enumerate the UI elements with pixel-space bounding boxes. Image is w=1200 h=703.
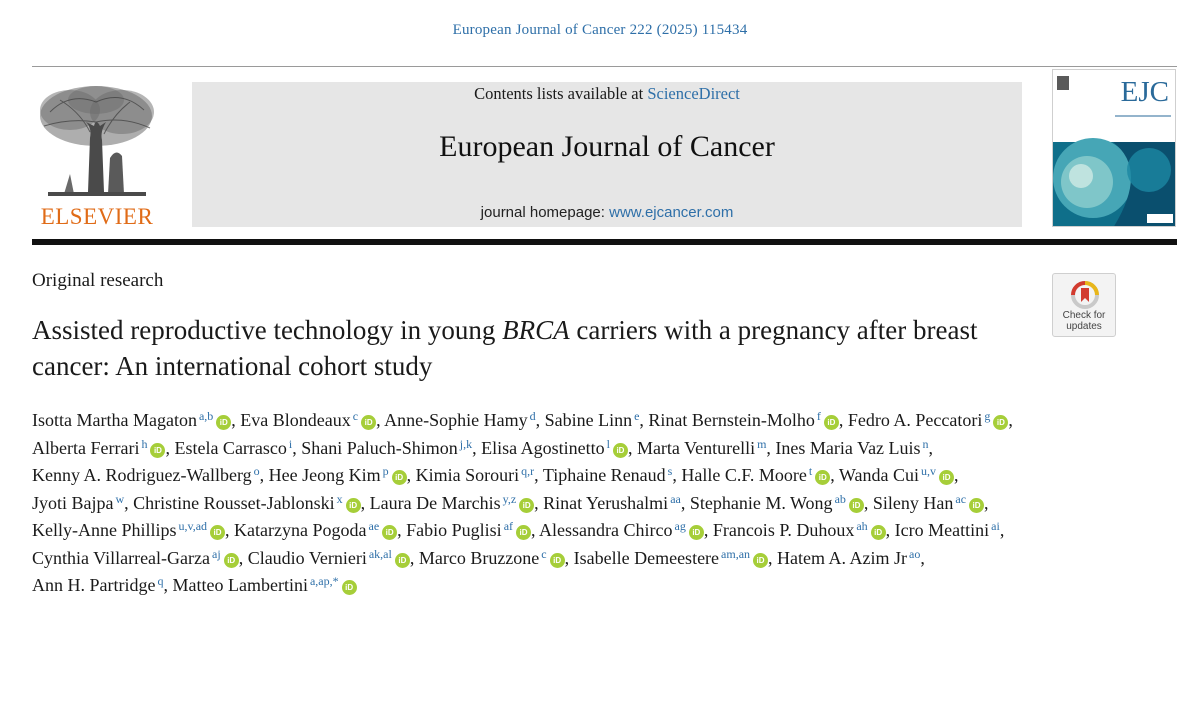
- author-separator: ,: [376, 410, 385, 430]
- homepage-link[interactable]: www.ejcancer.com: [609, 204, 734, 221]
- author-separator: ,: [531, 520, 540, 540]
- author-separator: ,: [409, 547, 419, 568]
- author-entry: [637, 438, 766, 458]
- author-entry: [406, 520, 531, 540]
- author-separator: ,: [124, 492, 134, 513]
- author-name[interactable]: Alberta Ferrari: [32, 437, 140, 458]
- orcid-icon[interactable]: iD: [939, 470, 954, 485]
- title-part-2: carriers with a pregnancy after breast cancer: An international cohort study: [32, 315, 978, 381]
- affiliation-marker[interactable]: af: [503, 519, 514, 533]
- author-separator: ,: [535, 410, 545, 430]
- author-separator: ,: [703, 520, 713, 540]
- author-name[interactable]: Anne-Sophie Hamy: [384, 410, 528, 430]
- author-separator: ,: [406, 465, 416, 485]
- author-separator: ,: [885, 520, 895, 540]
- author-name[interactable]: Christine Rousset-Jablonski: [133, 492, 335, 513]
- affiliation-marker[interactable]: ag: [674, 519, 686, 533]
- orcid-icon[interactable]: iD: [993, 415, 1008, 430]
- author-name[interactable]: Eva Blondeaux: [240, 410, 351, 430]
- affiliation-marker[interactable]: g: [984, 409, 991, 423]
- author-name[interactable]: Matteo Lambertini: [172, 575, 308, 595]
- author-entry: [384, 410, 535, 430]
- author-entry: [839, 465, 954, 485]
- author-name[interactable]: Kimia Sorouri: [415, 465, 520, 485]
- orcid-icon[interactable]: iD: [342, 580, 357, 595]
- author-entry: [301, 438, 472, 458]
- affiliation-marker[interactable]: a,b: [198, 409, 214, 423]
- author-entry: [133, 493, 361, 513]
- journal-citation[interactable]: European Journal of Cancer 222 (2025) 115434: [452, 22, 748, 38]
- orcid-icon[interactable]: iD: [210, 525, 225, 540]
- orcid-icon[interactable]: iD: [516, 525, 531, 540]
- contents-prefix: Contents lists available at: [474, 84, 648, 103]
- author-name[interactable]: Alessandra Chirco: [539, 520, 673, 540]
- author-name[interactable]: Ann H. Partridge: [32, 575, 156, 595]
- affiliation-marker[interactable]: w: [115, 491, 125, 506]
- author-name[interactable]: Tiphaine Renaud: [542, 465, 666, 485]
- affiliation-marker[interactable]: j,k: [459, 436, 473, 451]
- orcid-icon[interactable]: iD: [969, 498, 984, 513]
- author-separator: ,: [766, 437, 776, 458]
- author-name[interactable]: Francois P. Duhoux: [712, 520, 855, 540]
- publisher-name[interactable]: ELSEVIER: [40, 204, 154, 229]
- author-entry: [481, 438, 628, 458]
- author-entry: [775, 438, 928, 458]
- author-entry: [681, 465, 830, 485]
- author-name[interactable]: Estela Carrasco: [174, 437, 287, 458]
- affiliation-marker[interactable]: c: [541, 546, 547, 561]
- affiliation-marker[interactable]: q: [157, 574, 164, 588]
- orcid-icon[interactable]: iD: [361, 415, 376, 430]
- author-entry: [32, 410, 231, 430]
- title-italic: BRCA: [502, 315, 570, 345]
- orcid-icon[interactable]: iD: [550, 553, 565, 568]
- orcid-icon[interactable]: iD: [815, 470, 830, 485]
- author-entry: [574, 548, 768, 568]
- author-entry: [240, 410, 376, 430]
- author-name[interactable]: Laura De Marchis: [369, 492, 501, 513]
- affiliation-marker[interactable]: ai: [991, 519, 1000, 533]
- author-name[interactable]: Claudio Vernieri: [247, 547, 367, 568]
- check-updates-line1: Check for: [1062, 310, 1106, 321]
- author-name[interactable]: Katarzyna Pogoda: [234, 520, 367, 540]
- orcid-icon[interactable]: iD: [216, 415, 231, 430]
- author-name[interactable]: Hatem A. Azim Jr: [777, 547, 908, 568]
- affiliation-marker[interactable]: o: [253, 464, 260, 478]
- author-separator: ,: [639, 410, 649, 430]
- orcid-icon[interactable]: iD: [395, 553, 410, 568]
- author-entry: [539, 520, 704, 540]
- article-type: Original research: [32, 270, 164, 291]
- author-entry: [248, 548, 410, 568]
- author-separator: ,: [838, 410, 848, 430]
- author-name[interactable]: Cynthia Villarreal-Garza: [32, 547, 211, 568]
- author-name[interactable]: Fabio Puglisi: [406, 520, 502, 540]
- author-separator: ,: [397, 520, 407, 540]
- journal-cover-thumbnail[interactable]: [1052, 69, 1176, 227]
- affiliation-marker[interactable]: ae: [368, 519, 380, 533]
- article-title: [32, 312, 1042, 384]
- check-updates-label: [1053, 310, 1115, 332]
- author-separator: ,: [1008, 410, 1013, 430]
- affiliation-marker[interactable]: am,an: [721, 546, 751, 561]
- author-entry: [32, 575, 163, 595]
- author-entry: [172, 575, 356, 595]
- author-separator: ,: [999, 520, 1005, 540]
- author-name[interactable]: Hee Jeong Kim: [268, 465, 381, 485]
- orcid-icon[interactable]: iD: [392, 470, 407, 485]
- orcid-icon[interactable]: iD: [871, 525, 886, 540]
- orcid-icon[interactable]: iD: [519, 498, 534, 513]
- author-separator: ,: [564, 547, 574, 568]
- author-name[interactable]: Rinat Bernstein-Molho: [648, 410, 815, 430]
- affiliation-marker[interactable]: u,v,ad: [178, 519, 208, 533]
- author-entry: [419, 548, 565, 568]
- author-separator: ,: [231, 410, 241, 430]
- author-separator: ,: [534, 465, 543, 485]
- affiliation-marker[interactable]: ak,al: [368, 546, 392, 561]
- author-entry: [873, 493, 984, 513]
- author-separator: ,: [292, 437, 302, 458]
- author-name[interactable]: Halle C.F. Moore: [681, 465, 807, 485]
- author-entry: [32, 493, 124, 513]
- homepage-line: [192, 204, 1022, 221]
- author-separator: ,: [680, 492, 690, 513]
- orcid-icon[interactable]: iD: [849, 498, 864, 513]
- author-entry: [174, 438, 292, 458]
- check-updates-icon: [1070, 280, 1100, 310]
- affiliation-marker[interactable]: m: [757, 436, 767, 451]
- author-separator: ,: [163, 575, 173, 595]
- affiliation-marker[interactable]: x: [336, 491, 343, 506]
- author-name[interactable]: Ines Maria Vaz Luis: [775, 437, 921, 458]
- author-entry: [234, 520, 397, 540]
- author-entry: [32, 465, 260, 485]
- author-name[interactable]: Isotta Martha Magaton: [32, 410, 197, 430]
- author-name[interactable]: Shani Paluch-Shimon: [301, 437, 458, 458]
- orcid-icon[interactable]: iD: [382, 525, 397, 540]
- author-separator: ,: [768, 547, 778, 568]
- author-entry: [690, 493, 864, 513]
- author-separator: ,: [928, 437, 934, 458]
- orcid-icon[interactable]: iD: [824, 415, 839, 430]
- author-separator: ,: [984, 492, 989, 513]
- top-divider: [32, 66, 1177, 67]
- author-name[interactable]: Kelly-Anne Phillips: [32, 520, 177, 540]
- author-entry: [32, 520, 225, 540]
- affiliation-marker[interactable]: ab: [834, 491, 846, 506]
- affiliation-marker[interactable]: p: [382, 464, 389, 478]
- author-separator: ,: [534, 492, 544, 513]
- author-name[interactable]: Marta Venturelli: [636, 437, 756, 458]
- author-entry: [269, 465, 407, 485]
- affiliation-marker[interactable]: ac: [955, 491, 967, 506]
- author-entry: [543, 493, 681, 513]
- affiliation-marker[interactable]: i: [288, 436, 293, 451]
- author-separator: ,: [165, 437, 175, 458]
- affiliation-marker[interactable]: t: [808, 464, 813, 478]
- author-name[interactable]: Stephanie M. Wong: [689, 492, 833, 513]
- author-name[interactable]: Rinat Yerushalmi: [543, 492, 669, 513]
- author-separator: ,: [920, 547, 925, 568]
- contents-line: [192, 84, 1022, 104]
- author-separator: ,: [259, 465, 269, 485]
- affiliation-marker[interactable]: h: [141, 436, 148, 451]
- check-updates-line2: updates: [1066, 321, 1102, 332]
- affiliation-marker[interactable]: e: [634, 409, 640, 423]
- homepage-prefix: journal homepage:: [480, 204, 610, 221]
- orcid-icon[interactable]: iD: [613, 443, 628, 458]
- affiliation-marker[interactable]: ao: [909, 546, 921, 561]
- title-part-1: Assisted reproductive technology in young: [32, 315, 503, 345]
- header-thick-divider: [32, 239, 1177, 245]
- affiliation-marker[interactable]: c: [352, 409, 359, 423]
- author-separator: ,: [672, 465, 682, 485]
- orcid-icon[interactable]: iD: [150, 443, 165, 458]
- affiliation-marker[interactable]: ah: [856, 519, 868, 533]
- affiliation-marker[interactable]: q,r: [521, 464, 535, 478]
- sciencedirect-link[interactable]: ScienceDirect: [647, 84, 740, 103]
- author-entry: [648, 410, 838, 430]
- affiliation-marker[interactable]: n: [922, 436, 929, 451]
- author-name[interactable]: Icro Meattini: [894, 520, 990, 540]
- orcid-icon[interactable]: iD: [689, 525, 704, 540]
- author-entry: [777, 548, 920, 568]
- author-entry: [545, 410, 640, 430]
- author-name[interactable]: Isabelle Demeestere: [573, 547, 720, 568]
- journal-name: European Journal of Cancer: [439, 130, 775, 163]
- affiliation-marker[interactable]: aa: [670, 491, 681, 506]
- affiliation-marker[interactable]: d: [529, 409, 536, 423]
- author-name[interactable]: Fedro A. Peccatori: [847, 410, 983, 430]
- author-entry: [32, 438, 165, 458]
- author-name[interactable]: Marco Bruzzone: [418, 547, 540, 568]
- author-separator: ,: [627, 437, 637, 458]
- affiliation-marker[interactable]: y,z: [502, 491, 517, 506]
- author-name[interactable]: Sabine Linn: [544, 410, 633, 430]
- affiliation-marker[interactable]: u,v: [920, 464, 936, 478]
- cover-abbreviation: EJC: [1120, 76, 1169, 108]
- author-entry: [416, 465, 535, 485]
- author-entry: [370, 493, 535, 513]
- author-name[interactable]: Sileny Han: [872, 492, 954, 513]
- author-separator: ,: [360, 492, 370, 513]
- author-name[interactable]: Jyoti Bajpa: [32, 492, 114, 513]
- author-entry: [543, 465, 673, 485]
- author-entry: [848, 410, 1008, 430]
- author-separator: ,: [472, 437, 482, 458]
- orcid-icon[interactable]: iD: [224, 553, 239, 568]
- author-name[interactable]: Kenny A. Rodriguez-Wallberg: [32, 465, 252, 485]
- orcid-icon[interactable]: iD: [753, 553, 768, 568]
- author-name[interactable]: Wanda Cui: [838, 465, 919, 485]
- affiliation-marker[interactable]: a,ap,*: [309, 574, 339, 588]
- author-entry: [32, 548, 239, 568]
- affiliation-marker[interactable]: aj: [212, 546, 221, 561]
- author-list: [32, 407, 1042, 600]
- author-entry: [713, 520, 886, 540]
- author-separator: ,: [830, 465, 839, 485]
- author-separator: ,: [953, 465, 959, 485]
- check-for-updates-button[interactable]: [1052, 273, 1116, 337]
- author-separator: ,: [225, 520, 235, 540]
- affiliation-marker[interactable]: f: [816, 409, 821, 423]
- affiliation-marker[interactable]: l: [606, 436, 610, 451]
- affiliation-marker[interactable]: s: [667, 464, 673, 478]
- author-separator: ,: [863, 492, 873, 513]
- author-entry: [895, 520, 1000, 540]
- author-name[interactable]: Elisa Agostinetto: [481, 437, 605, 458]
- author-separator: ,: [238, 547, 248, 568]
- orcid-icon[interactable]: iD: [346, 498, 361, 513]
